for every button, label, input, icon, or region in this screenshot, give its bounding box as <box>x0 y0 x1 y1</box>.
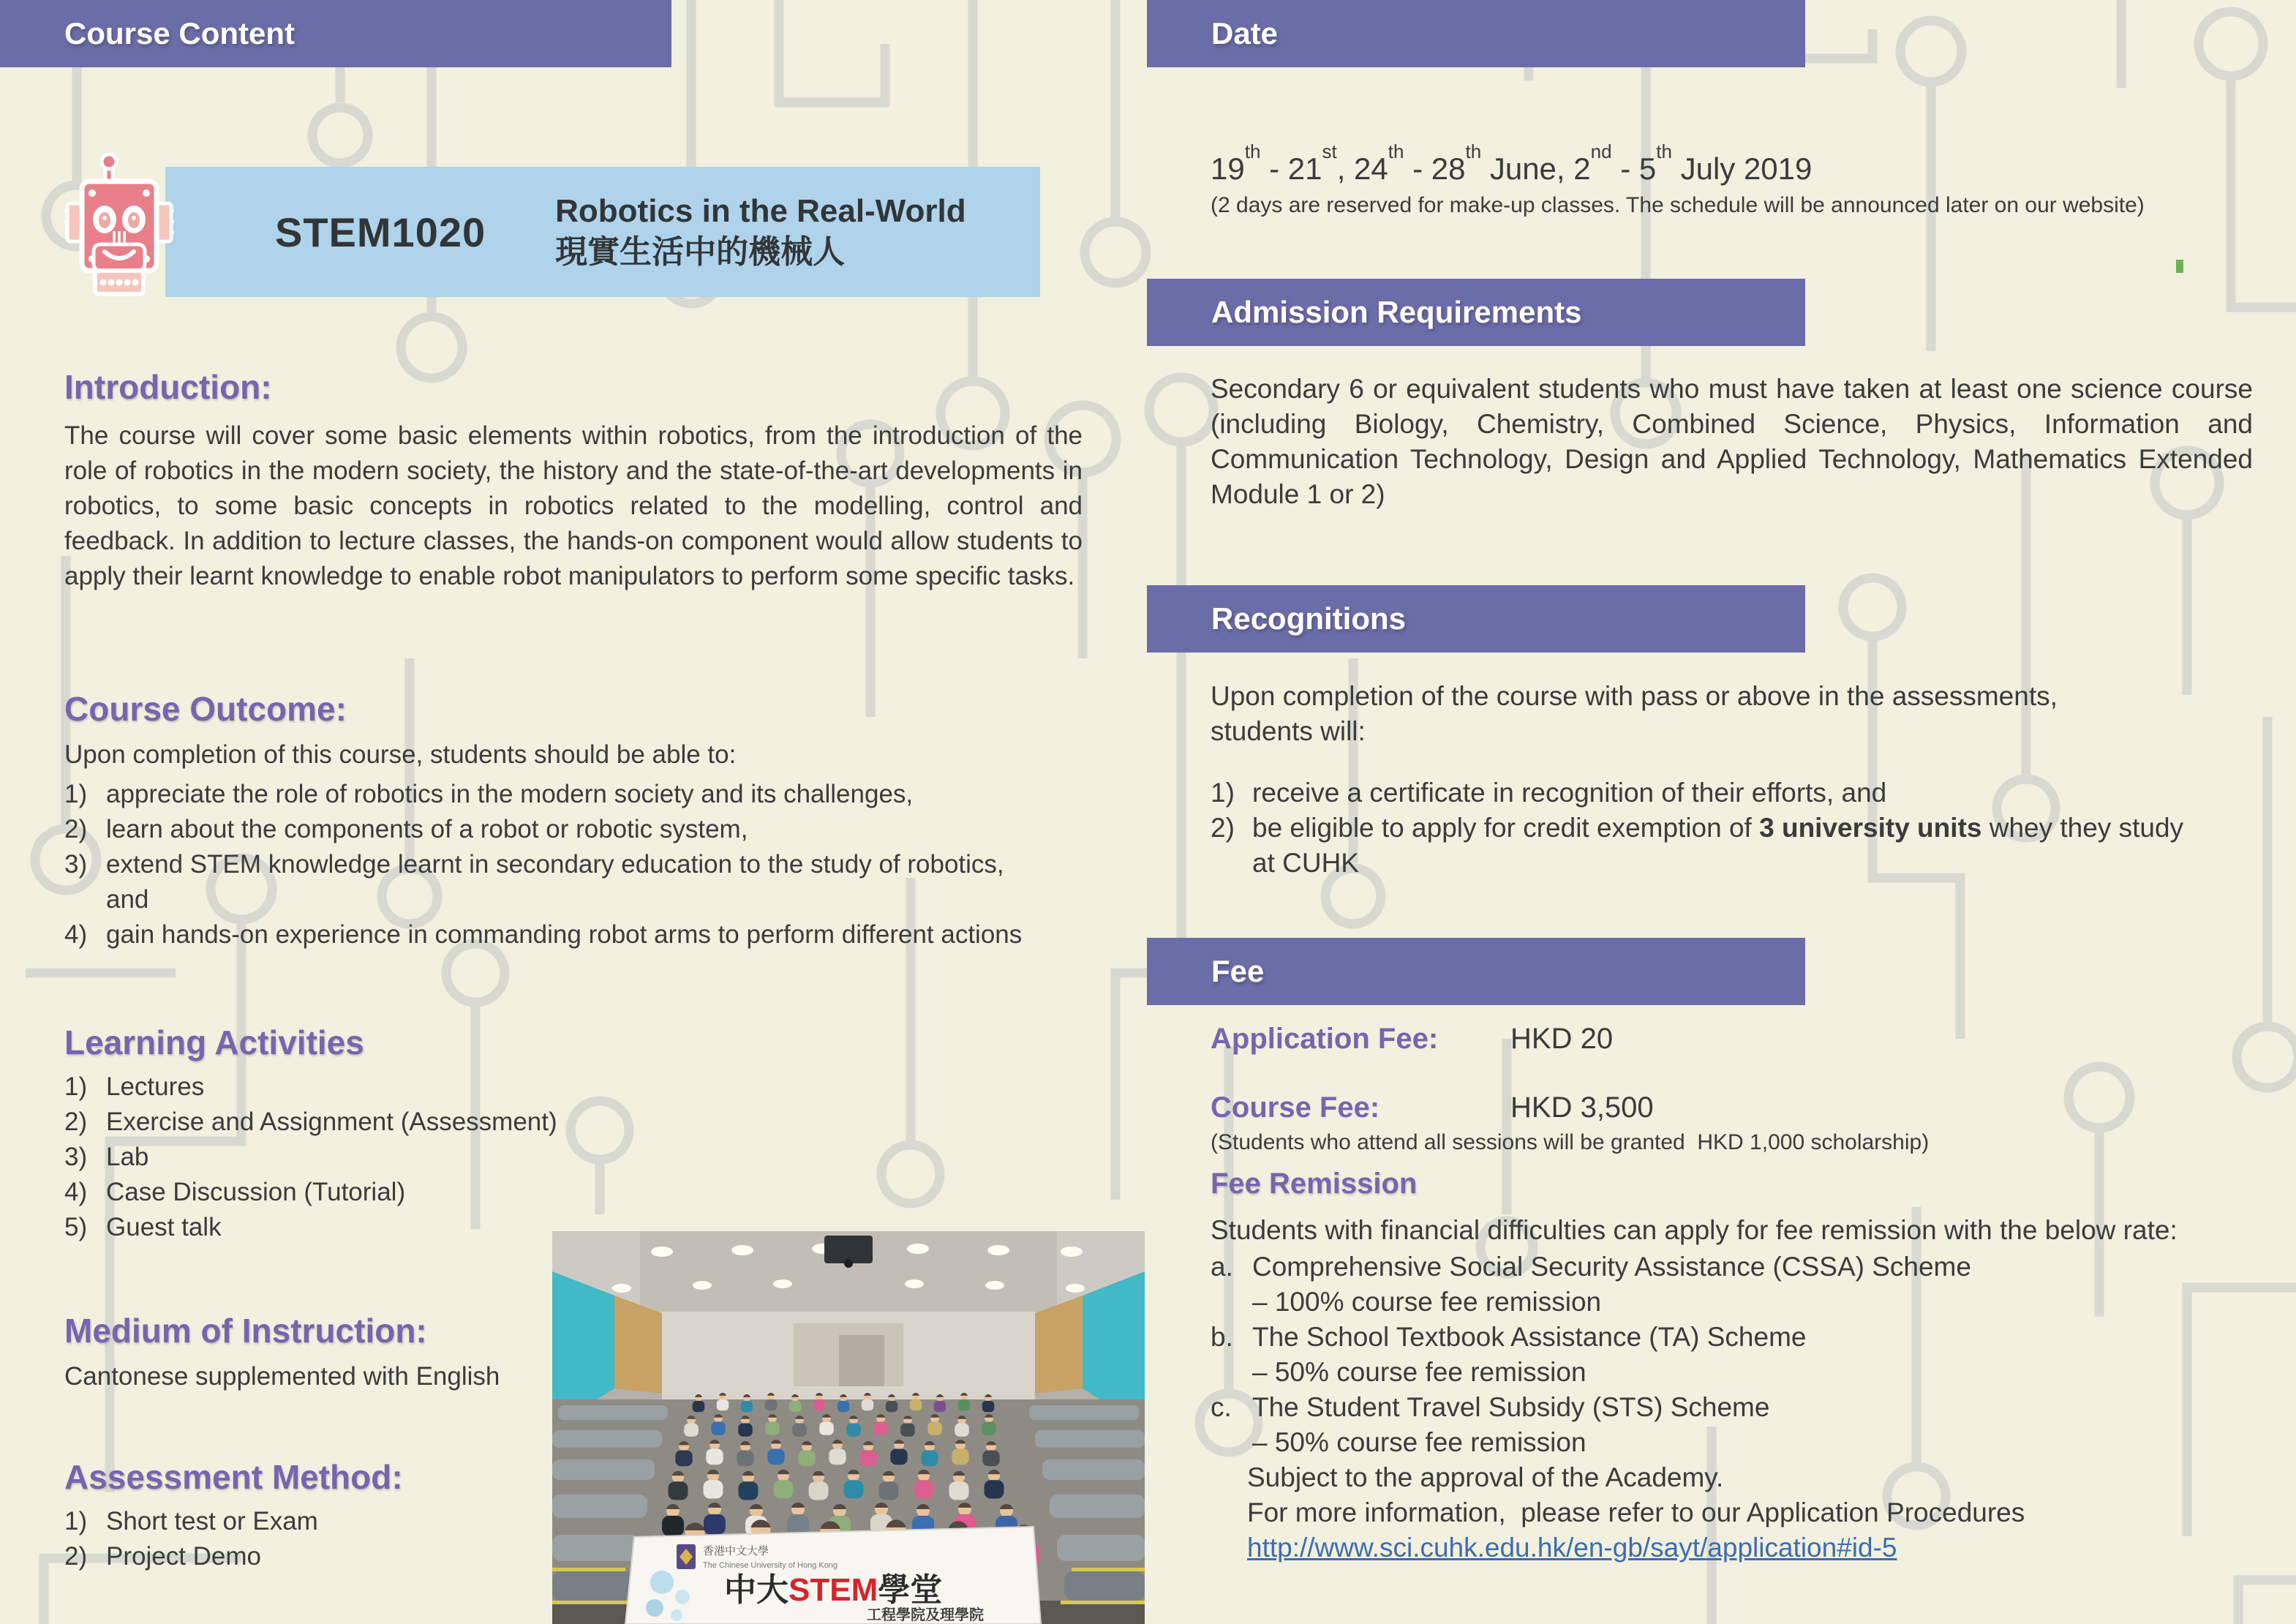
date-banner <box>1147 0 1805 67</box>
date-banner-label: Date <box>1211 16 1279 50</box>
recognition-item-continuation: at CUHK <box>1252 848 1359 878</box>
course-fee-value: HKD 3,500 <box>1510 1091 1654 1124</box>
fee-banner-label: Fee <box>1211 954 1265 988</box>
assessment-item: 2) Project Demo <box>64 1542 262 1571</box>
course-title-box <box>165 167 1040 297</box>
activity-item: 3) Lab <box>64 1143 149 1171</box>
course-title <box>555 191 966 273</box>
photo-banner <box>625 1527 1041 1624</box>
more-info-note: For more information, please refer to our Application Procedures <box>1247 1497 2025 1527</box>
outcome-item: 2) learn about the components of a robot or robotic system, <box>64 815 748 843</box>
activity-item: 4) Case Discussion (Tutorial) <box>64 1178 406 1206</box>
recognitions-intro: Upon completion of the course with pass or above in the assessments, students will: <box>1211 681 2058 746</box>
learning-activities-heading: Learning Activities <box>64 1023 364 1061</box>
outcome-item: 1) appreciate the role of robotics in the modern society and its challenges, <box>64 780 914 808</box>
admission-banner-label: Admission Requirements <box>1211 295 1582 329</box>
application-fee-label: Application Fee: <box>1211 1023 1439 1055</box>
learning-activities-list <box>64 1069 1083 1245</box>
outcome-item: 4) gain hands-on experience in commanding robot arms to perform different actions <box>64 920 1023 949</box>
date-text: 19th - 21st, 24th - 28th June, 2nd - 5th July 2019 <box>1211 140 1813 186</box>
course-title-en: Robotics in the Real-World <box>555 193 966 229</box>
activity-item: 2) Exercise and Assignment (Assessment) <box>64 1108 557 1136</box>
course-outcome-intro: Upon completion of this course, students should be able to: <box>64 740 737 769</box>
photo-banner-en-small: The Chinese University of Hong Kong <box>703 1561 838 1570</box>
course-outcome-heading: Course Outcome: <box>64 690 347 728</box>
green-mark <box>2176 260 2183 273</box>
lecture-hall-photo <box>552 1231 1145 1624</box>
course-fee-note: (Students who attend all sessions will be granted HKD 1,000 scholarship) <box>1211 1130 1930 1154</box>
admission-requirements-banner <box>1147 279 1805 346</box>
course-fee-label: Course Fee: <box>1211 1091 1380 1124</box>
cuhk-emblem <box>677 1544 696 1569</box>
recognitions-banner-label: Recognitions <box>1211 601 1407 636</box>
activity-item: 5) Guest talk <box>64 1213 222 1241</box>
course-code: STEM1020 <box>275 208 486 255</box>
photo-banner-subtitle: 工程學院及理學院 <box>867 1607 984 1623</box>
fee-remission-schemes <box>1211 1249 2253 1565</box>
application-procedures-link[interactable]: http://www.sci.cuhk.edu.hk/en-gb/sayt/application#id-5 <box>1247 1533 1897 1563</box>
application-link-line <box>1211 1530 2253 1565</box>
scheme-rate: – 50% course fee remission <box>1252 1357 1587 1387</box>
photo-banner-zh-small: 香港中文大學 <box>703 1545 769 1557</box>
course-title-zh: 現實生活中的機械人 <box>555 234 846 270</box>
introduction-paragraph: The course will cover some basic elements within robotics, from the introduction of the role of robotics in the modern society, the history and the state-of-the-art developments in robotics, to some basic concepts in robotics related to the modelling, control and feedback. In addition to lecture classes, the hands-on component would allow students to apply their learnt knowledge to enable robot manipulators to perform some specific tasks. <box>64 421 1083 590</box>
fee-remission-intro: Students with financial difficulties can apply for fee remission with the below rate: <box>1211 1215 2178 1245</box>
recognition-item: 2) be eligible to apply for credit exemption of 3 university units whey they study <box>1211 813 2184 843</box>
fee-banner <box>1147 938 1805 1005</box>
admission-paragraph: Secondary 6 or equivalent students who must have taken at least one science course (including Biology, Chemistry, Combined Science, Physics, Information and Communication Technology, Design and Applied Technology, Mathematics Extended Module 1 or 2) <box>1211 374 2253 509</box>
course-outcome-list <box>64 777 1083 952</box>
recognition-item: 1) receive a certificate in recognition of their efforts, and <box>1211 778 1887 808</box>
recognitions-list <box>1211 775 2253 881</box>
application-fee-value: HKD 20 <box>1510 1023 1614 1055</box>
medium-of-instruction-text: Cantonese supplemented with English <box>64 1362 500 1391</box>
course-content-banner-label: Course Content <box>64 16 295 50</box>
assessment-item: 1) Short test or Exam <box>64 1507 318 1535</box>
scheme-item: a. Comprehensive Social Security Assistance (CSSA) Scheme <box>1211 1252 1971 1282</box>
scheme-rate: – 100% course fee remission <box>1252 1287 1602 1317</box>
photo-banner-title: 中大STEM學堂 <box>724 1572 943 1608</box>
outcome-item-continuation: and <box>106 885 149 914</box>
assessment-method-heading: Assessment Method: <box>64 1458 403 1496</box>
robot-icon <box>64 152 174 306</box>
fee-remission-heading: Fee Remission <box>1211 1168 1418 1200</box>
scheme-rate: – 50% course fee remission <box>1252 1427 1587 1457</box>
date-note: (2 days are reserved for make-up classes. The schedule will be announced later on our website) <box>1211 193 2145 217</box>
introduction-heading: Introduction: <box>64 368 272 406</box>
recognitions-banner <box>1147 585 1805 653</box>
approval-note: Subject to the approval of the Academy. <box>1247 1462 1724 1492</box>
course-content-banner <box>0 0 671 67</box>
activity-item: 1) Lectures <box>64 1072 205 1101</box>
outcome-item: 3) extend STEM knowledge learnt in secondary education to the study of robotics, <box>64 850 1004 879</box>
scheme-item: b. The School Textbook Assistance (TA) Scheme <box>1211 1322 1807 1352</box>
medium-of-instruction-heading: Medium of Instruction: <box>64 1312 427 1350</box>
scheme-item: c. The Student Travel Subsidy (STS) Scheme <box>1211 1392 1770 1422</box>
